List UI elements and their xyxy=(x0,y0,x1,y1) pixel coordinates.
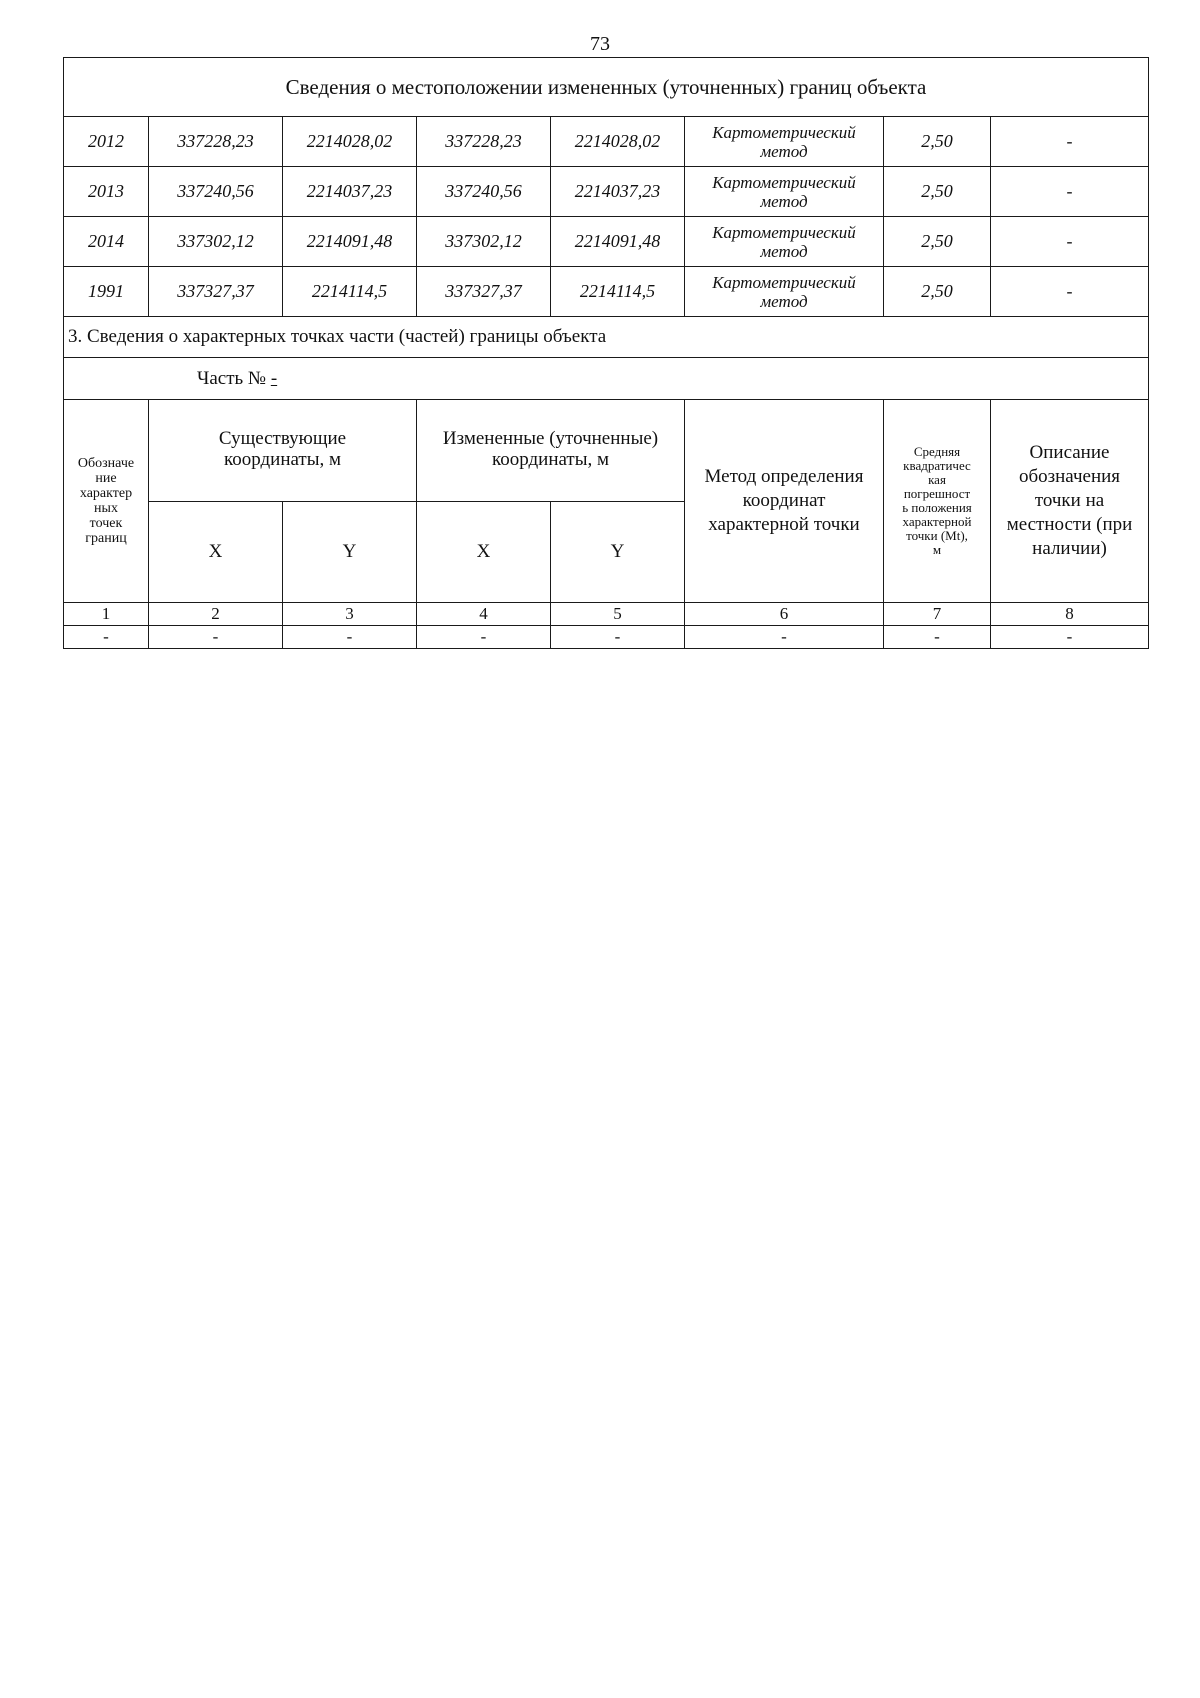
part-value: - xyxy=(270,367,278,389)
column-number: 1 xyxy=(64,603,149,626)
table-row xyxy=(64,267,1149,317)
table-row xyxy=(64,626,1149,649)
column-numbers-row xyxy=(64,603,1149,626)
y-changed-cell: 2214091,48 xyxy=(551,217,685,267)
accuracy-cell: 2,50 xyxy=(884,267,991,317)
header-x-changed: X xyxy=(417,502,551,603)
empty-cell: - xyxy=(991,626,1149,649)
description-cell: - xyxy=(991,117,1149,167)
x-changed-cell: 337302,12 xyxy=(417,217,551,267)
description-cell: - xyxy=(991,217,1149,267)
header-y-changed: Y xyxy=(551,502,685,603)
header-x-existing: X xyxy=(149,502,283,603)
y-existing-cell: 2214028,02 xyxy=(283,117,417,167)
header-changed-coords: Измененные (уточненные) координаты, м xyxy=(417,400,685,502)
x-changed-cell: 337228,23 xyxy=(417,117,551,167)
header-description: Описание обозначения точки на местности (при наличии) xyxy=(991,400,1149,603)
table-row xyxy=(64,117,1149,167)
description-cell: - xyxy=(991,267,1149,317)
point-designation-cell: 1991 xyxy=(64,267,149,317)
method-cell: Картометрический метод xyxy=(685,167,884,217)
y-changed-cell: 2214028,02 xyxy=(551,117,685,167)
method-cell: Картометрический метод xyxy=(685,117,884,167)
part-label: Часть № xyxy=(197,367,271,389)
header-y-existing: Y xyxy=(283,502,417,603)
y-existing-cell: 2214037,23 xyxy=(283,167,417,217)
y-changed-cell: 2214037,23 xyxy=(551,167,685,217)
header-accuracy: Средняя квадратичес кая погрешност ь положения характерной точки (Mt), м xyxy=(884,400,991,603)
boundary-points-table xyxy=(63,57,1149,649)
header-method: Метод определения координат характерной точки xyxy=(685,400,884,603)
y-changed-cell: 2214114,5 xyxy=(551,267,685,317)
accuracy-cell: 2,50 xyxy=(884,117,991,167)
method-cell: Картометрический метод xyxy=(685,217,884,267)
x-existing-cell: 337240,56 xyxy=(149,167,283,217)
x-existing-cell: 337327,37 xyxy=(149,267,283,317)
empty-cell: - xyxy=(884,626,991,649)
section-title: 3. Сведения о характерных точках части (частей) границы объекта xyxy=(64,317,1149,358)
empty-cell: - xyxy=(417,626,551,649)
empty-cell: - xyxy=(283,626,417,649)
page-number: 73 xyxy=(590,33,610,55)
part-number xyxy=(64,358,1149,400)
empty-cell: - xyxy=(64,626,149,649)
column-number: 4 xyxy=(417,603,551,626)
x-changed-cell: 337240,56 xyxy=(417,167,551,217)
x-existing-cell: 337228,23 xyxy=(149,117,283,167)
accuracy-cell: 2,50 xyxy=(884,217,991,267)
x-changed-cell: 337327,37 xyxy=(417,267,551,317)
empty-cell: - xyxy=(685,626,884,649)
point-designation-cell: 2013 xyxy=(64,167,149,217)
column-number: 7 xyxy=(884,603,991,626)
x-existing-cell: 337302,12 xyxy=(149,217,283,267)
column-number: 5 xyxy=(551,603,685,626)
column-number: 6 xyxy=(685,603,884,626)
empty-cell: - xyxy=(149,626,283,649)
empty-cell: - xyxy=(551,626,685,649)
table-row xyxy=(64,167,1149,217)
header-existing-coords: Существующие координаты, м xyxy=(149,400,417,502)
description-cell: - xyxy=(991,167,1149,217)
column-number: 2 xyxy=(149,603,283,626)
header-point-designation: Обозначе ние характер ных точек границ xyxy=(64,400,149,603)
table-title: Сведения о местоположении измененных (уточненных) границ объекта xyxy=(64,58,1149,117)
point-designation-cell: 2014 xyxy=(64,217,149,267)
column-number: 3 xyxy=(283,603,417,626)
accuracy-cell: 2,50 xyxy=(884,167,991,217)
y-existing-cell: 2214114,5 xyxy=(283,267,417,317)
point-designation-cell: 2012 xyxy=(64,117,149,167)
table-row xyxy=(64,217,1149,267)
method-cell: Картометрический метод xyxy=(685,267,884,317)
y-existing-cell: 2214091,48 xyxy=(283,217,417,267)
column-number: 8 xyxy=(991,603,1149,626)
